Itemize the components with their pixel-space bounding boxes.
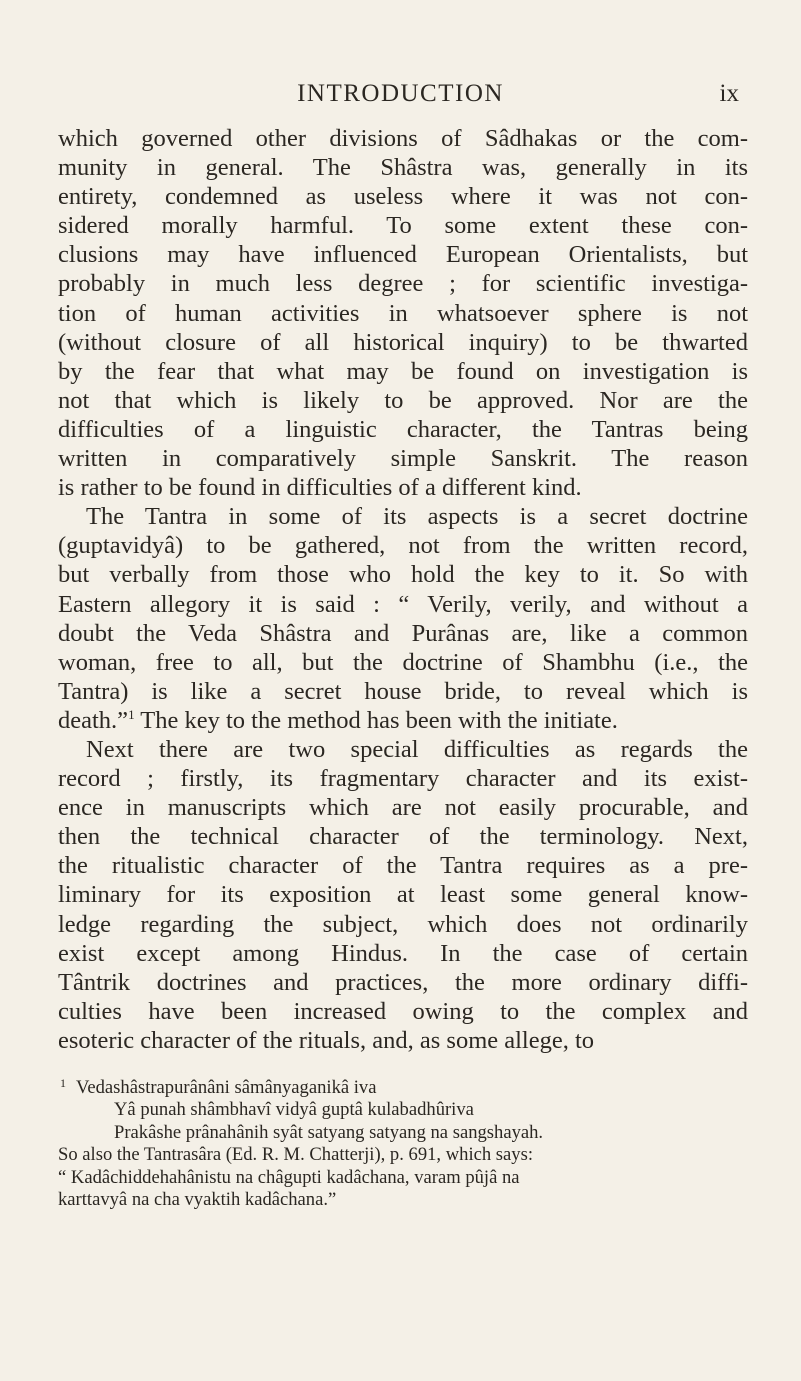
text-line: by the fear that what may be found on investigation is — [58, 357, 748, 385]
text-line: (guptavidyâ) to be gathered, not from the written record, — [58, 532, 748, 560]
text-fragment: The key to the method has been with the initiate. — [140, 706, 618, 734]
paragraph-3 — [58, 735, 748, 1055]
footnote-text: Vedashâstrapurânâni sâmânyaganikâ iva — [76, 1077, 377, 1098]
body-text — [58, 124, 748, 1055]
text-line: liminary for its exposition at least some general know- — [58, 881, 748, 909]
text-line: difficulties of a linguistic character, the Tantras being — [58, 415, 748, 443]
text-line: not that which is likely to be approved. Nor are the — [58, 386, 748, 414]
footnote — [58, 1072, 748, 1211]
text-line: (without closure of all historical inquiry) to be thwarted — [58, 328, 748, 356]
text-line: The Tantra in some of its aspects is a secret doctrine — [86, 503, 748, 531]
text-fragment: death.” — [58, 706, 129, 734]
text-line: is rather to be found in difficulties of a different kind. — [58, 474, 582, 502]
running-head — [58, 80, 743, 110]
footnote-commentary-line: “ Kadâchiddehahânistu na châgupti kadâchana, varam pûjâ na — [58, 1166, 520, 1188]
text-line: written in comparatively simple Sanskrit. The reason — [58, 445, 748, 473]
text-line: the ritualistic character of the Tantra requires as a pre- — [58, 852, 748, 880]
text-line: Tantra) is like a secret house bride, to reveal which is — [58, 677, 748, 705]
text-line: then the technical character of the terminology. Next, — [58, 823, 748, 851]
footnote-verse-line — [58, 1072, 748, 1099]
text-line: record ; firstly, its fragmentary character and its exist- — [58, 765, 748, 793]
text-line: probably in much less degree ; for scientific investiga- — [58, 270, 748, 298]
text-line: entirety, condemned as useless where it was not con- — [58, 183, 748, 211]
footnote-marker: 1 — [60, 1076, 66, 1090]
text-line: doubt the Veda Shâstra and Purânas are, like a common — [58, 619, 748, 647]
page-number: ix — [719, 80, 739, 107]
paragraph-1 — [58, 124, 748, 502]
text-line: ence in manuscripts which are not easily procurable, and — [58, 794, 748, 822]
text-line: tion of human activities in whatsoever sphere is not — [58, 299, 748, 327]
text-line: but verbally from those who hold the key to it. So with — [58, 561, 748, 589]
text-line: clusions may have influenced European Orientalists, but — [58, 241, 748, 269]
footnote-verse-line: Prakâshe prânahânih syât satyang satyang na sangshayah. — [114, 1121, 544, 1143]
paragraph-2 — [58, 502, 748, 735]
footnote-verse-line: Yâ punah shâmbhavî vidyâ guptâ kulabadhûriva — [114, 1099, 474, 1121]
text-line: ledge regarding the subject, which does not ordinarily — [58, 910, 748, 938]
text-line: esoteric character of the rituals, and, as some allege, to — [58, 1026, 595, 1054]
text-line: munity in general. The Shâstra was, generally in its — [58, 154, 748, 182]
footnote-reference: 1 — [128, 706, 135, 722]
text-line: Tântrik doctrines and practices, the more ordinary diffi- — [58, 968, 748, 996]
text-line: sidered morally harmful. To some extent these con- — [58, 212, 748, 240]
text-line: exist except among Hindus. In the case of certain — [58, 939, 748, 967]
text-line: Next there are two special difficulties as regards the — [86, 735, 748, 763]
text-line: culties have been increased owing to the complex and — [58, 997, 748, 1025]
footnote-commentary-line: karttavyâ na cha vyaktih kadâchana.” — [58, 1189, 337, 1211]
text-line: woman, free to all, but the doctrine of Shambhu (i.e., the — [58, 648, 748, 676]
running-title: INTRODUCTION — [297, 80, 504, 107]
text-line: which governed other divisions of Sâdhakas or the com- — [58, 125, 748, 152]
text-line: Eastern allegory it is said : “ Verily, verily, and without a — [58, 590, 748, 618]
footnote-commentary-line: So also the Tantrasâra (Ed. R. M. Chatterji), p. 691, which says: — [58, 1144, 533, 1166]
text-line-with-footnote-ref — [58, 706, 748, 735]
